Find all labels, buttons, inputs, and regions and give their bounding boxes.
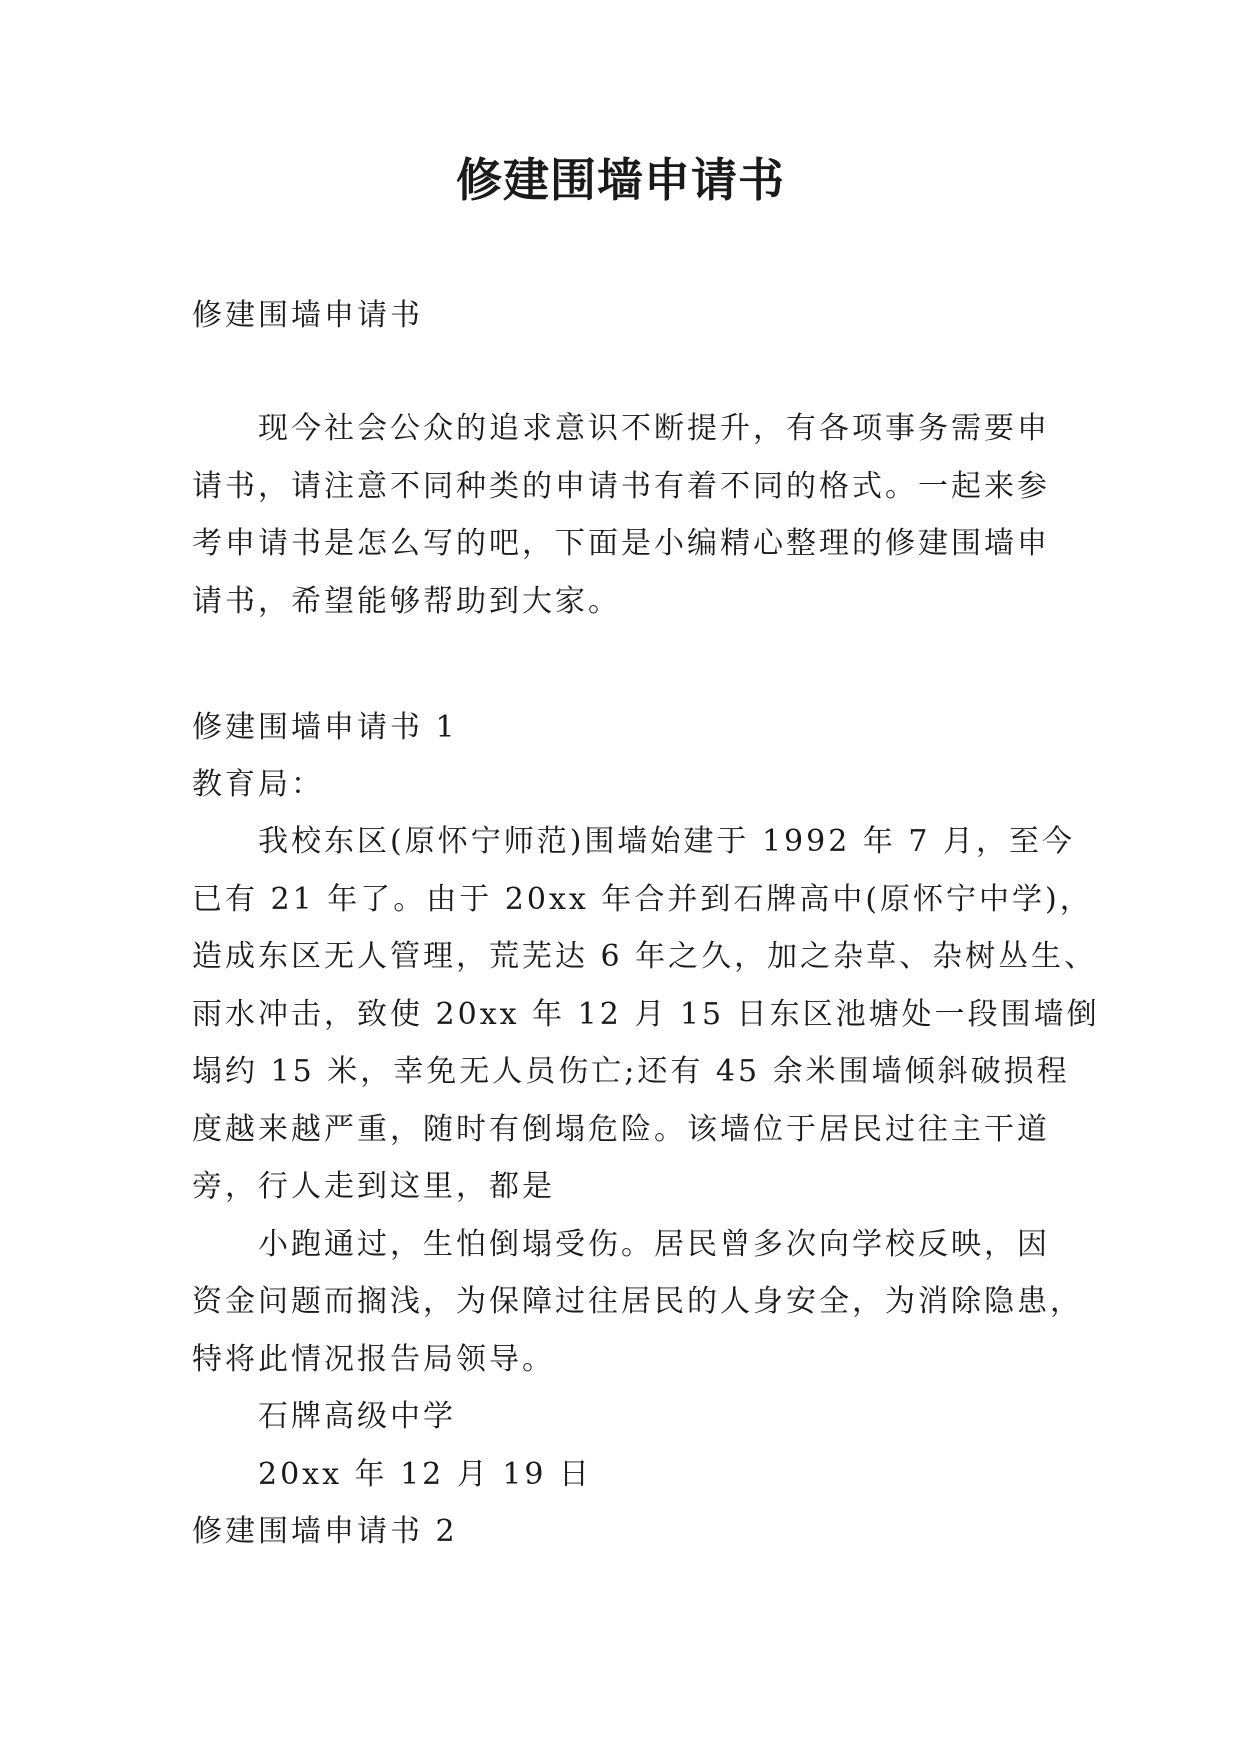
intro-line-2: 请书，请注意不同种类的申请书有着不同的格式。一起来参 bbox=[192, 469, 1050, 504]
para2-line-1: 小跑通过，生怕倒塌受伤。居民曾多次向学校反映，因 bbox=[258, 1227, 1050, 1262]
intro-line-3: 考申请书是怎么写的吧，下面是小编精心整理的修建围墙申 bbox=[192, 526, 1050, 561]
intro-line-1: 现今社会公众的追求意识不断提升，有各项事务需要申 bbox=[258, 411, 1050, 446]
signature: 石牌高级中学 bbox=[258, 1399, 456, 1434]
para1-line-5: 塌约 15 米，幸免无人员伤亡;还有 45 余米围墙倾斜破损程 bbox=[192, 1054, 1070, 1089]
para1-line-6: 度越来越严重，随时有倒塌危险。该墙位于居民过往主干道 bbox=[192, 1112, 1050, 1147]
salutation: 教育局： bbox=[192, 767, 324, 802]
para1-line-4: 雨水冲击，致使 20xx 年 12 月 15 日东区池塘处一段围墙倒 bbox=[192, 997, 1100, 1032]
document-title: 修建围墙申请书 bbox=[456, 153, 785, 207]
intro-line-4: 请书，希望能够帮助到大家。 bbox=[192, 584, 621, 619]
para2-line-2: 资金问题而搁浅，为保障过往居民的人身安全，为消除隐患， bbox=[192, 1284, 1083, 1319]
para1-line-7: 旁，行人走到这里，都是 bbox=[192, 1169, 555, 1204]
section1-heading: 修建围墙申请书 1 bbox=[192, 710, 458, 745]
para1-line-1: 我校东区(原怀宁师范)围墙始建于 1992 年 7 月，至今 bbox=[258, 824, 1075, 859]
section2-heading: 修建围墙申请书 2 bbox=[192, 1514, 458, 1549]
document-subtitle: 修建围墙申请书 bbox=[192, 298, 423, 333]
date: 20xx 年 12 月 19 日 bbox=[258, 1457, 593, 1492]
para1-line-2: 已有 21 年了。由于 20xx 年合并到石牌高中(原怀宁中学)， bbox=[192, 882, 1093, 917]
para1-line-3: 造成东区无人管理，荒芜达 6 年之久，加之杂草、杂树丛生、 bbox=[192, 939, 1098, 974]
para2-line-3: 特将此情况报告局领导。 bbox=[192, 1342, 555, 1377]
